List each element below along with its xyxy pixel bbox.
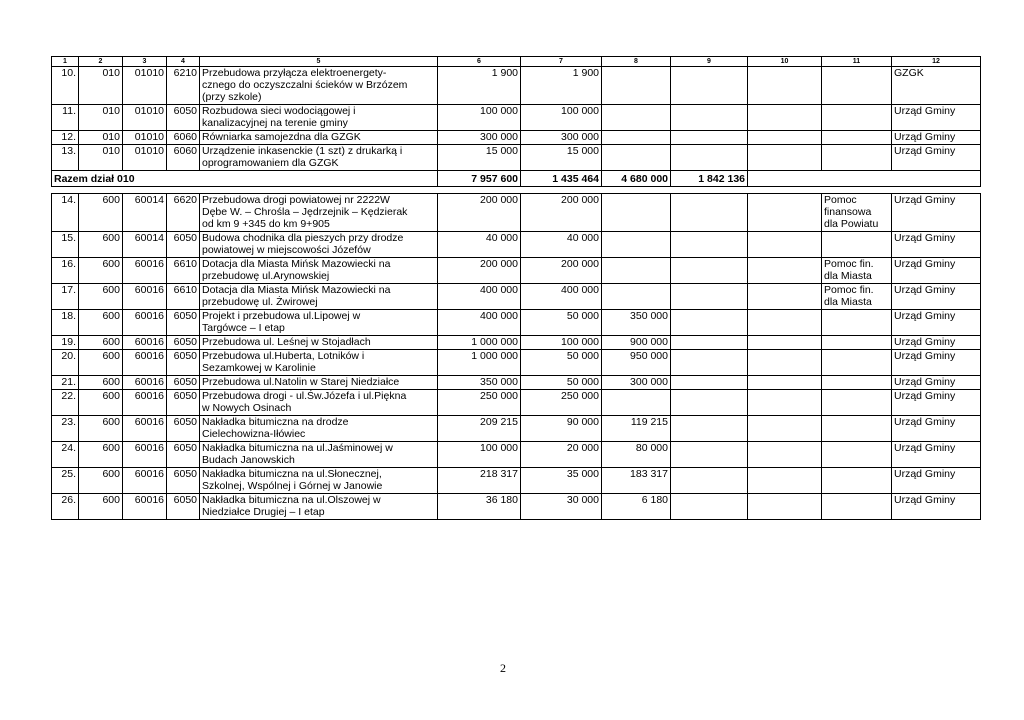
amount-col9	[671, 105, 748, 131]
amount-col6: 1 900	[438, 67, 521, 105]
executor-cell: Urząd Gminy	[892, 131, 981, 145]
task-name-cell	[200, 376, 438, 390]
rozdzial-cell: 60016	[123, 350, 167, 376]
executor-cell: Urząd Gminy	[892, 468, 981, 494]
task-name-cell	[200, 468, 438, 494]
source-note-cell	[822, 416, 892, 442]
task-name-cell	[200, 442, 438, 468]
amount-col8	[602, 105, 671, 131]
amount-col9	[671, 494, 748, 520]
rozdzial-cell: 01010	[123, 67, 167, 105]
source-note-cell	[822, 131, 892, 145]
amount-col9	[671, 145, 748, 171]
dzial-cell: 600	[79, 194, 123, 232]
paragraf-cell: 6050	[167, 442, 200, 468]
lp-cell: 10.	[52, 67, 79, 105]
source-note-cell	[822, 258, 892, 284]
amount-col10	[748, 350, 822, 376]
rozdzial-cell: 01010	[123, 145, 167, 171]
amount-col6: 200 000	[438, 194, 521, 232]
source-note-cell-line: Pomoc fin.	[824, 284, 874, 296]
dzial-cell: 600	[79, 232, 123, 258]
task-name-cell	[200, 232, 438, 258]
amount-col8: 80 000	[602, 442, 671, 468]
amount-col7: 250 000	[521, 390, 602, 416]
executor-cell: Urząd Gminy	[892, 416, 981, 442]
task-name-cell-line: przebudowę ul. Żwirowej	[202, 296, 318, 308]
lp-cell: 20.	[52, 350, 79, 376]
amount-col10	[748, 67, 822, 105]
task-name-cell-line: cznego do oczyszczalni ścieków w Brzózem	[202, 79, 408, 91]
dzial-cell: 600	[79, 310, 123, 336]
paragraf-cell: 6050	[167, 350, 200, 376]
task-name-cell-line: Dotacja dla Miasta Mińsk Mazowiecki na	[202, 258, 391, 270]
source-note-cell-line: dla Powiatu	[824, 218, 879, 230]
table-row	[52, 310, 981, 336]
paragraf-cell: 6620	[167, 194, 200, 232]
investment-table	[51, 56, 981, 520]
lp-cell: 22.	[52, 390, 79, 416]
task-name-cell-line: Rozbudowa sieci wodociągowej i	[202, 105, 356, 117]
source-note-cell	[822, 494, 892, 520]
table-row	[52, 350, 981, 376]
table-row	[52, 468, 981, 494]
task-name-cell-line: Dotacja dla Miasta Mińsk Mazowiecki na	[202, 284, 391, 296]
amount-col10	[748, 258, 822, 284]
amount-col7: 50 000	[521, 376, 602, 390]
amount-col10	[748, 376, 822, 390]
column-number: 5	[200, 57, 438, 67]
table-row	[52, 284, 981, 310]
amount-col7: 35 000	[521, 468, 602, 494]
amount-col8	[602, 232, 671, 258]
task-name-cell-line: Budach Janowskich	[202, 454, 295, 466]
dzial-cell: 600	[79, 494, 123, 520]
table-row	[52, 416, 981, 442]
amount-col7: 200 000	[521, 194, 602, 232]
amount-col10	[748, 105, 822, 131]
page-number: 2	[500, 661, 506, 675]
source-note-cell	[822, 284, 892, 310]
task-name-cell-line: (przy szkole)	[202, 91, 262, 103]
source-note-cell	[822, 390, 892, 416]
rozdzial-cell: 60016	[123, 442, 167, 468]
dzial-cell: 600	[79, 416, 123, 442]
executor-cell: Urząd Gminy	[892, 442, 981, 468]
dzial-cell: 600	[79, 468, 123, 494]
executor-cell: Urząd Gminy	[892, 105, 981, 131]
amount-col7: 400 000	[521, 284, 602, 310]
executor-cell: Urząd Gminy	[892, 350, 981, 376]
amount-col9	[671, 67, 748, 105]
lp-cell: 14.	[52, 194, 79, 232]
column-number-row	[52, 57, 981, 67]
amount-col8: 300 000	[602, 376, 671, 390]
column-number: 8	[602, 57, 671, 67]
executor-cell: Urząd Gminy	[892, 194, 981, 232]
executor-cell: Urząd Gminy	[892, 145, 981, 171]
amount-col6: 1 000 000	[438, 350, 521, 376]
table-row	[52, 336, 981, 350]
amount-col7: 30 000	[521, 494, 602, 520]
dzial-cell: 010	[79, 145, 123, 171]
amount-col9	[671, 232, 748, 258]
table-row	[52, 258, 981, 284]
task-name-cell	[200, 194, 438, 232]
source-note-cell-line: dla Miasta	[824, 270, 872, 282]
paragraf-cell: 6610	[167, 258, 200, 284]
rozdzial-cell: 60016	[123, 258, 167, 284]
amount-col10	[748, 232, 822, 258]
table-row	[52, 442, 981, 468]
task-name-cell-line: przebudowę ul.Arynowskiej	[202, 270, 330, 282]
amount-col6: 400 000	[438, 284, 521, 310]
section-gap	[52, 187, 981, 194]
task-name-cell-line: oprogramowaniem dla GZGK	[202, 157, 339, 169]
rozdzial-cell: 60016	[123, 494, 167, 520]
source-note-cell	[822, 350, 892, 376]
lp-cell: 19.	[52, 336, 79, 350]
lp-cell: 17.	[52, 284, 79, 310]
amount-col9	[671, 442, 748, 468]
amount-col6: 400 000	[438, 310, 521, 336]
task-name-cell	[200, 310, 438, 336]
task-name-cell-line: Targówce – I etap	[202, 322, 285, 334]
source-note-cell	[822, 310, 892, 336]
executor-cell: GZGK	[892, 67, 981, 105]
executor-cell: Urząd Gminy	[892, 310, 981, 336]
lp-cell: 24.	[52, 442, 79, 468]
task-name-cell-line: Dębe W. – Chrośla – Jędrzejnik – Kędzierak	[202, 206, 408, 218]
table-row	[52, 194, 981, 232]
amount-col8	[602, 390, 671, 416]
amount-col9	[671, 390, 748, 416]
amount-col9	[671, 416, 748, 442]
column-number: 11	[822, 57, 892, 67]
rozdzial-cell: 60016	[123, 310, 167, 336]
task-name-cell	[200, 131, 438, 145]
source-note-cell	[822, 442, 892, 468]
lp-cell: 16.	[52, 258, 79, 284]
amount-col9	[671, 468, 748, 494]
amount-col8	[602, 145, 671, 171]
paragraf-cell: 6060	[167, 131, 200, 145]
amount-col7: 300 000	[521, 131, 602, 145]
amount-col8: 6 180	[602, 494, 671, 520]
paragraf-cell: 6050	[167, 468, 200, 494]
paragraf-cell: 6050	[167, 232, 200, 258]
amount-col8: 900 000	[602, 336, 671, 350]
amount-col9	[671, 310, 748, 336]
dzial-cell: 600	[79, 258, 123, 284]
amount-col9	[671, 194, 748, 232]
amount-col9	[671, 131, 748, 145]
amount-col8: 950 000	[602, 350, 671, 376]
lp-cell: 11.	[52, 105, 79, 131]
task-name-cell-line: Urządzenie inkasenckie (1 szt) z drukarką i	[202, 145, 403, 157]
amount-col8	[602, 194, 671, 232]
amount-col9	[671, 336, 748, 350]
amount-col8	[602, 284, 671, 310]
task-name-cell-line: Równiarka samojezdna dla GZGK	[202, 131, 361, 143]
table-row	[52, 145, 981, 171]
dzial-cell: 600	[79, 336, 123, 350]
task-name-cell	[200, 390, 438, 416]
source-note-cell-line: finansowa	[824, 206, 872, 218]
paragraf-cell: 6050	[167, 310, 200, 336]
section-gap-cell	[52, 187, 981, 194]
paragraf-cell: 6050	[167, 105, 200, 131]
amount-col10	[748, 416, 822, 442]
task-name-cell	[200, 350, 438, 376]
amount-col6: 15 000	[438, 145, 521, 171]
amount-col7: 90 000	[521, 416, 602, 442]
amount-col10	[748, 468, 822, 494]
task-name-cell-line: Niedziałce Drugiej – I etap	[202, 506, 325, 518]
task-name-cell-line: od km 9 +345 do km 9+905	[202, 218, 330, 230]
task-name-cell	[200, 145, 438, 171]
paragraf-cell: 6050	[167, 376, 200, 390]
rozdzial-cell: 01010	[123, 105, 167, 131]
task-name-cell-line: w Nowych Osinach	[202, 402, 292, 414]
source-note-cell	[822, 194, 892, 232]
amount-col8	[602, 131, 671, 145]
amount-col10	[748, 194, 822, 232]
source-note-cell	[822, 336, 892, 350]
executor-cell: Urząd Gminy	[892, 390, 981, 416]
amount-col10	[748, 310, 822, 336]
task-name-cell-line: Sezamkowej w Karolinie	[202, 362, 316, 374]
source-note-cell-line: Pomoc fin.	[824, 258, 874, 270]
total-label: Razem dział 010	[52, 171, 438, 187]
task-name-cell-line: Nakładka bitumiczna na ul.Jaśminowej w	[202, 442, 393, 454]
task-name-cell-line: Cielechowizna-Iłówiec	[202, 428, 306, 440]
rozdzial-cell: 60014	[123, 232, 167, 258]
budget-sheet	[51, 56, 981, 520]
amount-col6: 40 000	[438, 232, 521, 258]
task-name-cell-line: Szkolnej, Wspólnej i Górnej w Janowie	[202, 480, 383, 492]
task-name-cell-line: Przebudowa drogi - ul.Św.Józefa i ul.Piękna	[202, 390, 407, 402]
amount-col6: 300 000	[438, 131, 521, 145]
task-name-cell-line: Przebudowa ul. Leśnej w Stojadłach	[202, 336, 371, 348]
rozdzial-cell: 60016	[123, 468, 167, 494]
source-note-cell-line: dla Miasta	[824, 296, 872, 308]
amount-col6: 100 000	[438, 442, 521, 468]
task-name-cell-line: powiatowej w miejscowości Józefów	[202, 244, 371, 256]
dzial-cell: 600	[79, 376, 123, 390]
paragraf-cell: 6050	[167, 336, 200, 350]
amount-col10	[748, 131, 822, 145]
column-number: 10	[748, 57, 822, 67]
source-note-cell	[822, 67, 892, 105]
column-number: 4	[167, 57, 200, 67]
task-name-cell-line: Przebudowa drogi powiatowej nr 2222W	[202, 194, 390, 206]
column-number: 2	[79, 57, 123, 67]
amount-col9	[671, 376, 748, 390]
total-c6: 7 957 600	[438, 171, 521, 187]
executor-cell: Urząd Gminy	[892, 284, 981, 310]
dzial-cell: 600	[79, 284, 123, 310]
task-name-cell	[200, 494, 438, 520]
task-name-cell	[200, 336, 438, 350]
rozdzial-cell: 60016	[123, 416, 167, 442]
amount-col10	[748, 390, 822, 416]
rozdzial-cell: 60016	[123, 284, 167, 310]
column-number: 3	[123, 57, 167, 67]
table-row	[52, 131, 981, 145]
task-name-cell-line: Projekt i przebudowa ul.Lipowej w	[202, 310, 361, 322]
dzial-cell: 010	[79, 105, 123, 131]
dzial-cell: 600	[79, 390, 123, 416]
task-name-cell	[200, 284, 438, 310]
task-name-cell	[200, 67, 438, 105]
column-number: 1	[52, 57, 79, 67]
table-row	[52, 494, 981, 520]
executor-cell: Urząd Gminy	[892, 494, 981, 520]
amount-col7: 20 000	[521, 442, 602, 468]
source-note-cell	[822, 105, 892, 131]
amount-col8: 183 317	[602, 468, 671, 494]
amount-col7: 1 900	[521, 67, 602, 105]
amount-col8	[602, 67, 671, 105]
amount-col10	[748, 145, 822, 171]
task-name-cell-line: Przebudowa ul.Natolin w Starej Niedziałce	[202, 376, 400, 388]
task-name-cell-line: Nakładka bitumiczna na ul.Olszowej w	[202, 494, 381, 506]
amount-col6: 250 000	[438, 390, 521, 416]
lp-cell: 23.	[52, 416, 79, 442]
paragraf-cell: 6610	[167, 284, 200, 310]
amount-col6: 200 000	[438, 258, 521, 284]
total-empty	[748, 171, 981, 187]
rozdzial-cell: 01010	[123, 131, 167, 145]
total-c7: 1 435 464	[521, 171, 602, 187]
amount-col6: 100 000	[438, 105, 521, 131]
total-c8: 4 680 000	[602, 171, 671, 187]
amount-col7: 100 000	[521, 105, 602, 131]
amount-col10	[748, 442, 822, 468]
amount-col9	[671, 258, 748, 284]
amount-col10	[748, 494, 822, 520]
amount-col10	[748, 284, 822, 310]
task-name-cell-line: Przebudowa ul.Huberta, Lotników i	[202, 350, 365, 362]
lp-cell: 15.	[52, 232, 79, 258]
lp-cell: 21.	[52, 376, 79, 390]
task-name-cell	[200, 258, 438, 284]
table-row	[52, 67, 981, 105]
executor-cell: Urząd Gminy	[892, 258, 981, 284]
source-note-cell	[822, 468, 892, 494]
task-name-cell	[200, 416, 438, 442]
amount-col7: 40 000	[521, 232, 602, 258]
rozdzial-cell: 60016	[123, 336, 167, 350]
paragraf-cell: 6060	[167, 145, 200, 171]
table-row	[52, 376, 981, 390]
table-row	[52, 390, 981, 416]
dzial-cell: 010	[79, 131, 123, 145]
table-row	[52, 232, 981, 258]
task-name-cell-line: Budowa chodnika dla pieszych przy drodze	[202, 232, 404, 244]
amount-col6: 218 317	[438, 468, 521, 494]
amount-col9	[671, 350, 748, 376]
source-note-cell-line: Pomoc	[824, 194, 857, 206]
table-row	[52, 105, 981, 131]
paragraf-cell: 6050	[167, 494, 200, 520]
task-name-cell-line: Przebudowa przyłącza elektroenergety-	[202, 67, 387, 79]
executor-cell: Urząd Gminy	[892, 376, 981, 390]
amount-col7: 100 000	[521, 336, 602, 350]
total-row	[52, 171, 981, 187]
amount-col8	[602, 258, 671, 284]
amount-col7: 15 000	[521, 145, 602, 171]
source-note-cell	[822, 232, 892, 258]
rozdzial-cell: 60016	[123, 390, 167, 416]
amount-col8: 119 215	[602, 416, 671, 442]
amount-col6: 36 180	[438, 494, 521, 520]
amount-col9	[671, 284, 748, 310]
amount-col10	[748, 336, 822, 350]
amount-col7: 50 000	[521, 310, 602, 336]
dzial-cell: 600	[79, 350, 123, 376]
paragraf-cell: 6050	[167, 416, 200, 442]
amount-col7: 50 000	[521, 350, 602, 376]
amount-col6: 350 000	[438, 376, 521, 390]
lp-cell: 12.	[52, 131, 79, 145]
lp-cell: 26.	[52, 494, 79, 520]
task-name-cell	[200, 105, 438, 131]
amount-col7: 200 000	[521, 258, 602, 284]
total-c9: 1 842 136	[671, 171, 748, 187]
executor-cell: Urząd Gminy	[892, 336, 981, 350]
amount-col6: 209 215	[438, 416, 521, 442]
lp-cell: 13.	[52, 145, 79, 171]
column-number: 6	[438, 57, 521, 67]
source-note-cell	[822, 376, 892, 390]
paragraf-cell: 6050	[167, 390, 200, 416]
column-number: 9	[671, 57, 748, 67]
task-name-cell-line: Nakładka bitumiczna na ul.Słonecznej,	[202, 468, 382, 480]
lp-cell: 18.	[52, 310, 79, 336]
column-number: 7	[521, 57, 602, 67]
lp-cell: 25.	[52, 468, 79, 494]
column-number: 12	[892, 57, 981, 67]
rozdzial-cell: 60014	[123, 194, 167, 232]
executor-cell: Urząd Gminy	[892, 232, 981, 258]
amount-col8: 350 000	[602, 310, 671, 336]
amount-col6: 1 000 000	[438, 336, 521, 350]
task-name-cell-line: kanalizacyjnej na terenie gminy	[202, 117, 348, 129]
paragraf-cell: 6210	[167, 67, 200, 105]
source-note-cell	[822, 145, 892, 171]
dzial-cell: 600	[79, 442, 123, 468]
rozdzial-cell: 60016	[123, 376, 167, 390]
task-name-cell-line: Nakładka bitumiczna na drodze	[202, 416, 349, 428]
dzial-cell: 010	[79, 67, 123, 105]
